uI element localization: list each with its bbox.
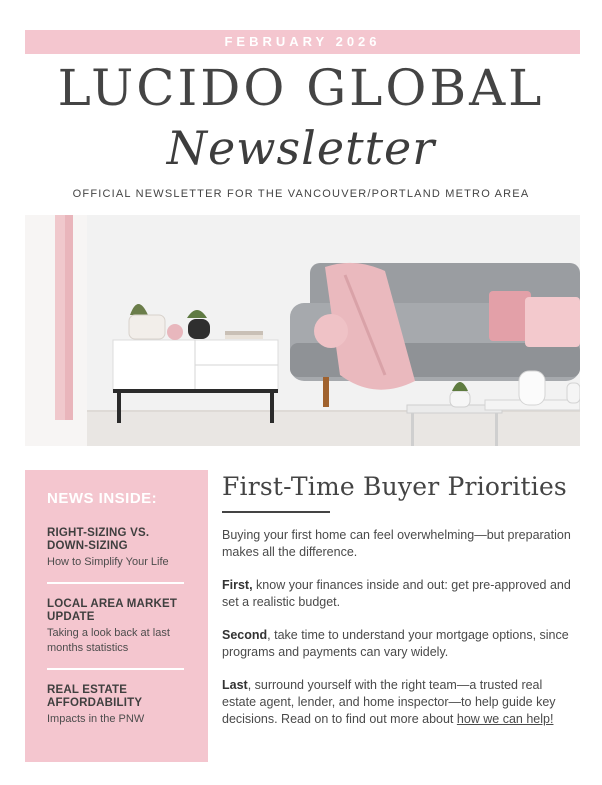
news-item-subtitle: Impacts in the PNW — [47, 713, 145, 725]
news-item-title: LOCAL AREA MARKET UPDATE — [47, 598, 178, 623]
paragraph-text: , take time to understand your mortgage options, since programs and payments can vary widely. — [222, 628, 569, 659]
news-inside-sidebar — [25, 470, 208, 762]
article — [222, 472, 592, 744]
paragraph-text: know your finances inside and out: get pre-approved and set a realistic budget. — [222, 578, 571, 609]
lead-word: Last — [222, 678, 248, 692]
article-title: First-Time Buyer Priorities — [222, 472, 567, 501]
sidebar-divider — [47, 668, 184, 670]
brand-title: LUCIDO GLOBAL — [57, 59, 545, 117]
date-banner: FEBRUARY 2026 — [25, 30, 580, 54]
lead-word: Second — [222, 628, 268, 642]
news-item-market-update[interactable] — [47, 598, 186, 656]
news-item-title: RIGHT-SIZING VS. DOWN-SIZING — [47, 527, 150, 552]
article-paragraph-1: Buying your first home can feel overwhelming—but preparation makes all the difference. — [222, 528, 571, 559]
paragraph-text: , surround yourself with the right team—a trusted real estate agent, lender, and home inspector—to help guide key decisions. Read on to find out more about — [222, 678, 556, 726]
hero-image — [25, 215, 580, 446]
news-item-affordability[interactable] — [47, 684, 186, 727]
news-item-right-sizing[interactable] — [47, 527, 186, 570]
article-paragraph-3 — [222, 627, 574, 661]
title-underline — [222, 511, 330, 513]
tagline: OFFICIAL NEWSLETTER FOR THE VANCOUVER/PORTLAND METRO AREA — [72, 188, 530, 200]
sidebar-heading: NEWS INSIDE: — [47, 490, 158, 507]
living-room-photo-icon — [25, 215, 580, 446]
how-we-can-help-link[interactable]: how we can help! — [456, 712, 554, 726]
sidebar-divider — [47, 582, 184, 584]
article-paragraph-2 — [222, 577, 574, 611]
lead-word: First, — [222, 578, 253, 592]
article-paragraph-4 — [222, 677, 574, 728]
newsletter-script-title: Newsletter — [166, 121, 436, 175]
news-item-subtitle: How to Simplify Your Life — [47, 556, 169, 568]
news-item-title: REAL ESTATE AFFORDABILITY — [47, 684, 143, 709]
news-item-subtitle: Taking a look back at last months statistics — [47, 627, 170, 654]
